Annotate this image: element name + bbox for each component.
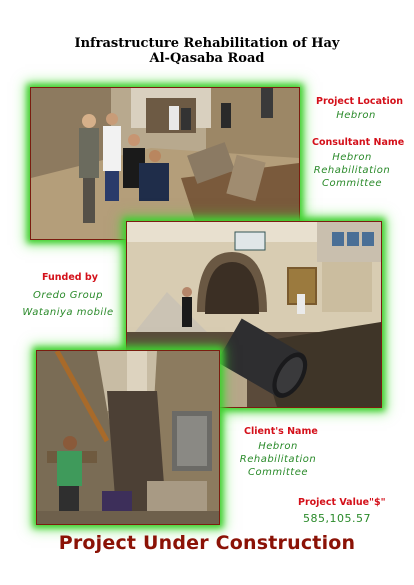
funder-2: Wataniya mobile xyxy=(22,307,114,318)
project-title xyxy=(0,36,414,66)
consultant-name-line-1: Hebron xyxy=(332,152,372,163)
project-location-label: Project Location xyxy=(316,96,404,107)
funder-1: Oredo Group xyxy=(33,290,103,301)
project-location-value: Hebron xyxy=(336,110,376,121)
client-label: Client's Name xyxy=(244,426,318,437)
project-status-banner: Project Under Construction xyxy=(58,532,356,554)
funders xyxy=(18,287,118,321)
client-name-line-3: Committee xyxy=(247,467,308,478)
site-photo-street-excavation xyxy=(30,87,300,240)
site-photo-trench-work xyxy=(36,350,220,525)
client-name-line-2: Rehabilitation xyxy=(239,454,317,465)
consultant-label: Consultant Name xyxy=(312,137,405,148)
project-value-label: Project Value"$" xyxy=(298,497,386,508)
consultant-name xyxy=(312,151,392,190)
client-name-line-1: Hebron xyxy=(258,441,298,452)
project-value-amount: 585,105.57 xyxy=(303,512,371,525)
title-line-1: Infrastructure Rehabilitation of Hay xyxy=(74,36,340,51)
title-line-2: Al-Qasaba Road xyxy=(149,51,265,66)
consultant-name-line-3: Committee xyxy=(321,178,382,189)
client-name xyxy=(238,440,318,479)
consultant-name-line-2: Rehabilitation xyxy=(313,165,391,176)
funded-by-label: Funded by xyxy=(42,272,98,283)
